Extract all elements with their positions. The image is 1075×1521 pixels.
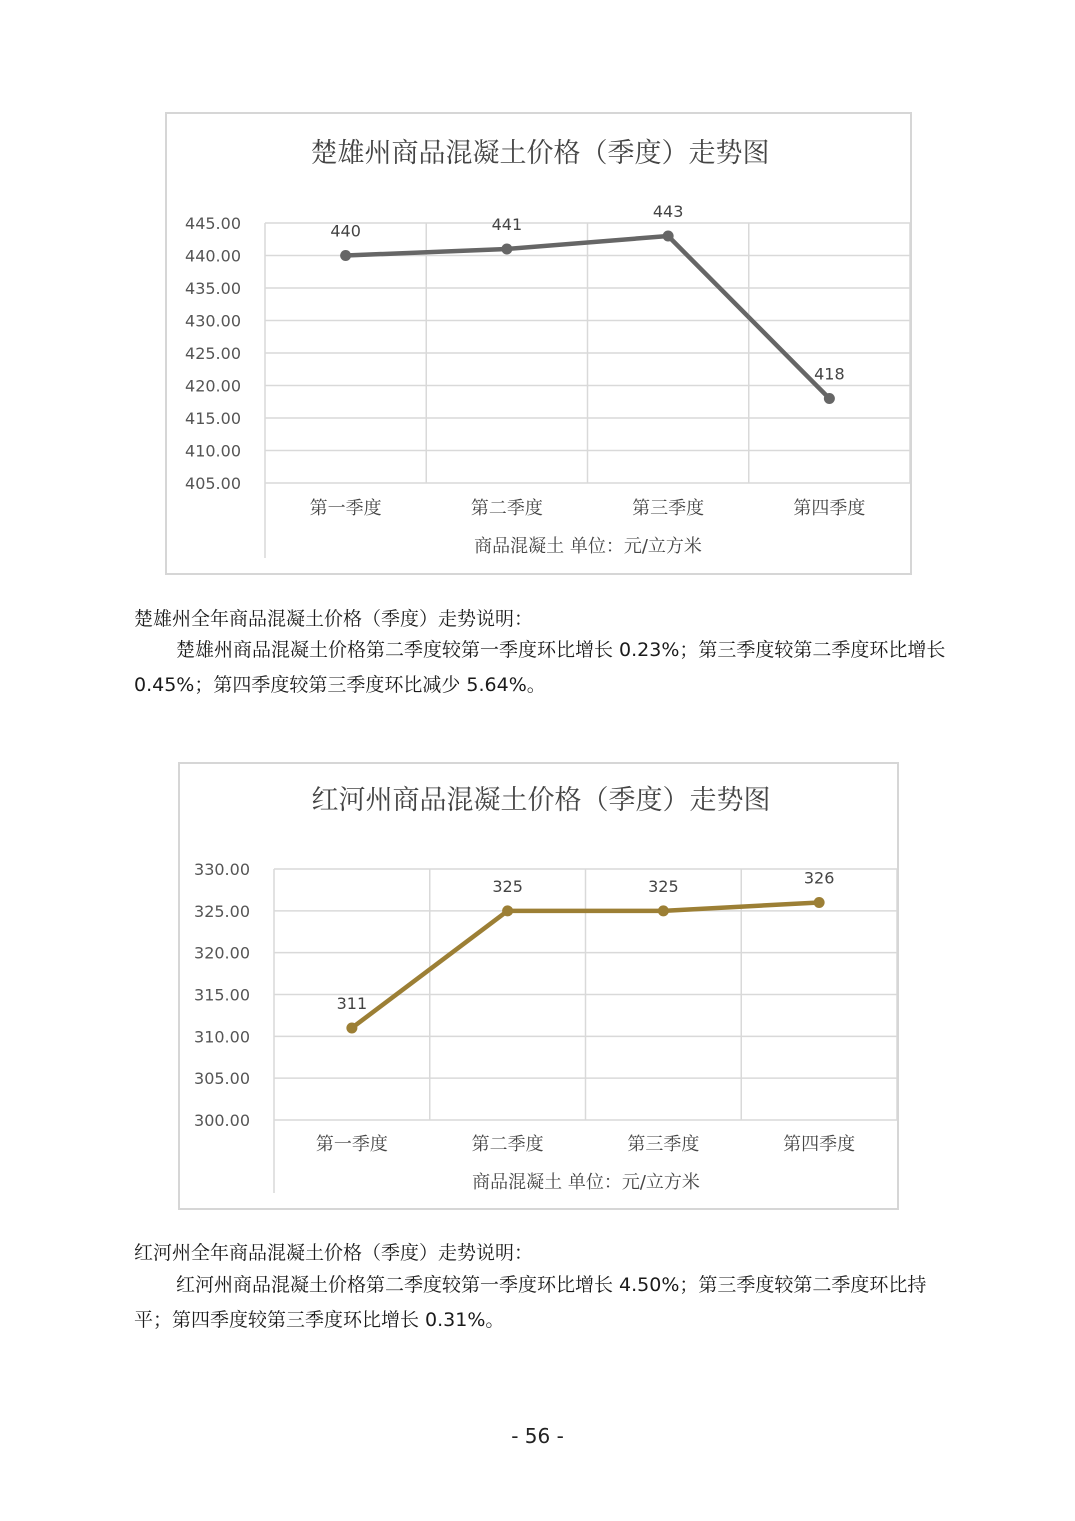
chart1-data-point [824, 393, 835, 404]
chart1-ytick-label: 440.00 [185, 246, 241, 266]
chart2-category-label: 第一季度 [315, 1134, 388, 1155]
chart2-data-label: 325 [492, 876, 523, 896]
chart1-data-label: 441 [491, 215, 523, 234]
chart2-ytick-label: 320.00 [194, 943, 250, 963]
chart2-caption-heading: 红河州全年商品混凝土价格（季度）走势说明： [134, 1242, 534, 1264]
chart2-title: 红河州商品混凝土价格（季度）走势图 [311, 785, 771, 816]
chart2-data-point [658, 905, 669, 916]
chart1-data-point [663, 231, 674, 242]
chart-chuxiong [165, 112, 912, 575]
chart2-ytick-label: 305.00 [194, 1069, 250, 1089]
chart2-ytick-label: 325.00 [194, 901, 250, 921]
chart2-caption-text: 红河州商品混凝土价格第二季度较第一季度环比增长 4.50%；第三季度较第二季度环比持平；第四季度较第三季度环比增长 0.31%。 [134, 1274, 927, 1331]
chart1-ytick-label: 435.00 [185, 279, 241, 298]
chart2-data-label: 326 [803, 868, 835, 888]
chart1-ytick-label: 405.00 [185, 474, 241, 493]
chart1-ytick-label: 410.00 [185, 441, 241, 461]
chart1-data-label: 440 [330, 221, 361, 241]
chart1-caption-text: 楚雄州商品混凝土价格第二季度较第一季度环比增长 0.23%；第三季度较第二季度环比增长 0.45%；第四季度较第三季度环比减少 5.64%。 [134, 639, 946, 696]
chart2-data-point [346, 1022, 357, 1033]
chart2-ytick-label: 315.00 [194, 985, 250, 1005]
chart1-title: 楚雄州商品混凝土价格（季度）走势图 [310, 138, 770, 169]
chart2-ytick-label: 310.00 [194, 1027, 250, 1047]
chart1-data-point [340, 250, 351, 261]
chart1-category-label: 第一季度 [309, 498, 382, 519]
chart2-ytick-label: 330.00 [194, 860, 250, 879]
chart2-data-label: 311 [336, 993, 368, 1013]
chart1-category-label: 第三季度 [632, 498, 705, 519]
chart2-category-label: 第三季度 [627, 1134, 700, 1155]
chart2-category-label: 第二季度 [471, 1134, 544, 1155]
chart2-ytick-label: 300.00 [194, 1111, 250, 1130]
chart-honghe [178, 762, 899, 1210]
chart1-ytick-label: 445.00 [185, 214, 241, 233]
chart1-category-label: 第四季度 [793, 498, 866, 519]
chart-honghe-svg [180, 764, 897, 1208]
chart1-data-label: 418 [814, 364, 845, 384]
chart1-ytick-label: 420.00 [185, 376, 241, 396]
chart-chuxiong-svg [167, 114, 910, 573]
chart1-xaxis-label: 商品混凝土 单位：元/立方米 [474, 536, 702, 557]
chart1-ytick-label: 430.00 [185, 311, 241, 331]
chart1-category-label: 第二季度 [470, 498, 543, 519]
chart1-data-label: 443 [652, 202, 684, 221]
chart2-data-point [814, 897, 825, 908]
page-number: - 56 - [511, 1424, 564, 1448]
chart1-caption-heading: 楚雄州全年商品混凝土价格（季度）走势说明： [134, 608, 534, 630]
chart2-data-point [502, 905, 513, 916]
chart1-data-point [501, 244, 512, 255]
chart2-data-label: 325 [648, 876, 679, 896]
chart2-category-label: 第四季度 [783, 1134, 856, 1155]
chart1-ytick-label: 425.00 [185, 344, 241, 363]
chart2-xaxis-label: 商品混凝土 单位：元/立方米 [472, 1172, 700, 1193]
chart1-ytick-label: 415.00 [185, 409, 241, 428]
